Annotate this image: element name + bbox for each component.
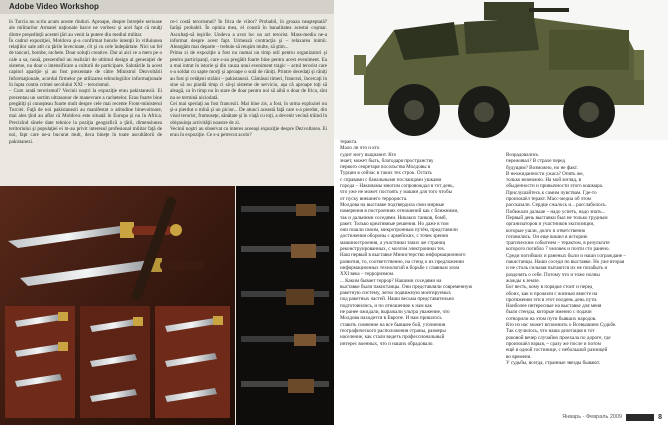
magazine-logo-icon [626,414,654,421]
right-text-column-2: Возрадовались переживал? В страхе перед будущим? Возможно, но не факт. В неожиданности ужаса? Опять же, только возможно. На мой взгляд, в обыденности и привычности этого кошмара. Прислушайтесь к самим чувствам. Где-то произошёл теракт. Масс-медиа об этом рассказали. Сердце сжалось и... расслабилось. Побежали дальше – надо успеть, надо знать... Первый день выставки был не только трудным организаторов и участников экспозиции, которые ушли, долго и ответственно готовились. Он еще вошел в историю трагическим событием – терактом, в результате которого погибло 7 человек и почти сто ранено. Среди погибших и раненых были и наши сограждане – пакистанцы. Наши соседи по выставке. Но уже вторая и не столь сильная пытаются их не позабыть и разделять о себе. Потому что и тоже полны жажды к земле. Бог весть, кому в порядке стоит и перед обоих, как и прожили с жизнью вместе на протяжении эти в этот полдень день пути. Наиболее интересные на выставке для меня были стенды, которые именно с подачи сотворили на этом пути бывших народов. Кто из нас может вспомнить о Всевышнем Судьбе. Так случилось, что наша делегация в тот роковой вечер случайно проехала по дороге, где произошёл взрыв, – сразу же после и потом ещё в одной гостинице, с небольшой разницей во времени. У судьбы, всегда, странные звезды бывают. [506,152,626,366]
footer-date: Январь - Февраль 2009 [562,414,623,420]
header-title: Adobe Video Workshop [9,2,99,11]
armored-vehicle-illustration [334,0,668,140]
armored-vehicle-photo [334,0,668,140]
page-number: 8 [658,413,662,421]
right-text-column-1: теракта. Мало ли что и кто судит могу выцианит. Кто знает, может быть, благодаря пространству первого секретаря посольства Молдовы в Турции в сейчас в таких тех строк. Остать с справами с банальными посланцами ушками города – Накинамы многим сопровождал в тот день, что уже не может постоять у машин для того чтобы от пуску внешнего террориста. Молдова на выставке подтвердила свои мирные намерения в построениях отношений как с ближними, так и дальними соседями. Никаких танков, бомб, ракет. Только креативные решения. Но даже в том они пошли своим, микротронным путём, представили достижения обороны с армейских, с точек зрения машиностроения, а участники таких же страниц реконструированных, с мозгом электроники тех. Наш первый в выставке Министерство информационного развития, то, соответственно, на стенд о их предложении информационных технологий в борьбе с главным злом XXI века – терроризмом. ... Каким бывает террор? Нашими соседями на выставке были пакистанцы. Они представляли современную ракетную систему, легко подвижную монтируемых под ракетных частей. Наши весьма представительно подготовились, и по отношению к нам как не ранее ожидали, выражали ультра уважение, что Молдова находится в Европе. И нам пришлось ставить сомнение на все бывшее бой, уточнения географического расположения страны, размеры население, как стали видеть профессиональный интерес военных, что и наших обрадовало. [340,139,473,347]
page-header [0,0,334,14]
page-footer [562,412,662,422]
knives-photo [0,186,235,425]
knives-illustration [0,186,235,425]
text-column-1: în Turcia nu scriu acum aceste rînduri. Aproape, despre întreţele serioase ale militarilor Armatei naţionale barce ne vorbesc și acel fapt că mulţi dintre preşedinţii acestei ţări au venit la putere din mediul militar. În cadrul expoziţiei, Moldova şi-a confirmat buncle intenţii în vitluiunea relaţiilor sale atît cu ţările învecinate, cît şi cu cele îndepărtate. Nici un fel de tancuri, bombe, rachete. Doar soluţii creative. Dar ai aici ce a mers pe o cale a sa, nouă, prezentînd un realizări de ultimul design al generaţiei de sisteme, nu doar o intensificare a culturii de participare. Salutările la acest capitol apariţie şi au fost prezentate de către Ministrul Dezvoltării Informaţionale, acordul firmelor pe utilizarea tehnologiilor informaţionale în lupta contra crimei secolului XXI – terorismul. – Cum arată terorismul? Vecinii noştri la expoziţie erau pakistanezii. Ei prezentau un sortim ultrasonor de manevrare a rachetelor. Erau foarte bine pregătiţi şi cunoşteau foarte mult despre cele mai recente Front-ministerul Turciei. Faţă de noi pakistanezii au manifestat o atitudine binevoitoare, mai ales ţînd au aflat că Moldova este situată în Europa şi nu în Africa. Precizînd sînele date tehnice la poziţia geografică a ţării, dimensiunea teritoriului şi populaţiei ei m-au privit interesul profesional militar faţă de noi, fapt care ne-a bucurat mult, deca bineţe în toate ascultătorii de pakistanezi. [9,19,162,145]
text-column-2: ce-i costă terorismul? În frica de viitor? Probabil, în groaza neaşteptată? Iarăşi probabil. În opinia mea, el constă în banalitatea acestui coşmar. Ascultaţi-să ieşirile. Undeva a avut loc un act terorist. Mass-media ne-a informat despre acest fapt. Urmează contracţia şi – relaxarea inimii. Aleargăm mai departe – trebuie să reuşim multe, să ştim... Prima zi de expoziţie a fost nu numai un timp util pentru organizatori şi pentru participanţi, care s-au pregătit foarte bine pentru acest eveniment. Ea a mai intrat în istorie şi din cauza unui eveniment tragic – actul terorist care s-a soldat cu sapte morţi şi aproape o sută de răniţi. Printre decedaţi şi răniţi au fost şi cetăţeni străini – pakistanezi. Cămăsui timeri, francezi, încercaţi în sine să nu piardă timp ci să-şi sisteme de serviciu, aşa că aproape toţi să aleagă, ca în timp nu în stare de doar pentru noi să aibă o doar de frica, sînt nu se termină niciodată. Cei mai speriaţi au fost francezii. Mai bine zis, a fost, în urma exploziei nu şi-a pierdut o mînă şi un picior... De atunci această faţă care s-a pierdut, din visul terorist, frumuseţe, sănătate şi în viaţă cu toţi, a devenit vecină trăind în obişnuinţa activităţii noastre de zi. Vecinii noştri au observat cu interes aceeaşi expoziţie despre Dezvoltarea. Ei erau în expoziţie. Ce s-a petrecut acolo? [170,19,327,139]
rifles-photo [236,186,334,425]
rifles-illustration [236,186,334,425]
